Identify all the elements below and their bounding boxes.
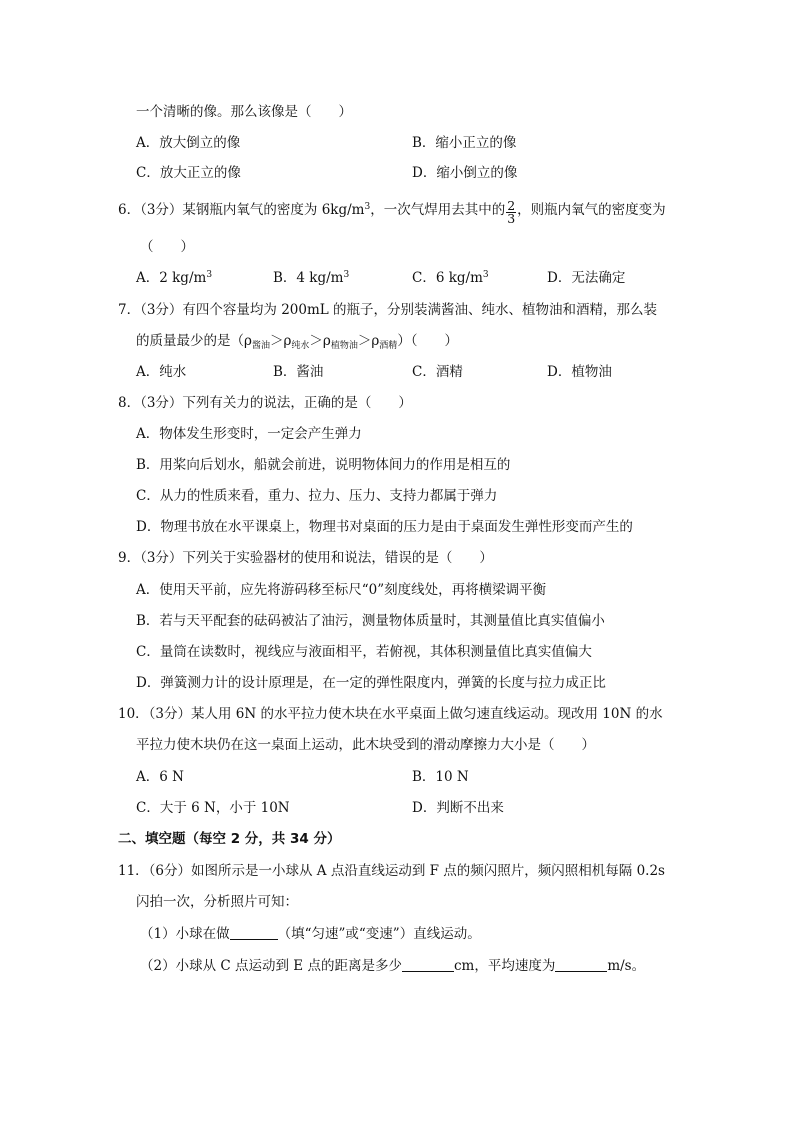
q9-option-a: A．使用天平前，应先将游码移至标尺“0”刻度线处，再将横梁调平衡 (136, 582, 547, 598)
q6-stem-part3: ，则瓶内氧气的密度变为 (517, 202, 666, 218)
q6-answer-paren: （ ） (140, 239, 194, 255)
q6-option-c-text: C．6 kg/m (412, 270, 483, 286)
q7-option-c: C．酒精 (412, 364, 463, 380)
q7-stem-line2 (136, 331, 458, 351)
q7-option-b: B．酱油 (273, 364, 324, 380)
q8-option-c: C．从力的性质来看，重力、拉力、压力、支持力都属于弹力 (136, 488, 498, 504)
q6-fraction-denominator: 3 (507, 211, 516, 226)
q11-part2-middle: cm，平均速度为 (453, 958, 556, 974)
q11-stem-continuation: 闪拍一次，分析照片可知： (136, 894, 298, 910)
q6-option-a (136, 268, 212, 288)
q7-line2-end: ）（ ） (397, 333, 459, 349)
q6-fraction (506, 200, 516, 225)
q11-speed-answer-blank[interactable] (555, 957, 607, 972)
q6-option-b-exponent: 3 (343, 270, 350, 280)
q9-stem: 9．（3分）下列关于实验器材的使用和说法，错误的是（ ） (118, 550, 493, 566)
q11-stem: 11．（6分）如图所示是一小球从 A 点沿直线运动到 F 点的频闪照片，频闪照相机每隔 0.2s (118, 863, 665, 879)
q7-subscript-vegetable-oil: 植物油 (330, 341, 358, 351)
q9-option-b: B．若与天平配套的砝码被沾了油污，测量物体质量时，其测量值比真实值偏小 (136, 613, 605, 629)
q6-stem (118, 200, 666, 225)
q6-stem-part2: ，一次气焊用去其中的 (370, 202, 506, 218)
q9-option-c: C．量筒在读数时，视线应与液面相平，若俯视，其体积测量值比真实值偏大 (136, 644, 592, 660)
q11-part1-start: （1）小球在做 (140, 926, 230, 942)
q7-option-d: D．植物油 (547, 364, 612, 380)
q6-option-a-exponent: 3 (206, 270, 213, 280)
q10-option-c: C．大于 6 N，小于 10N (136, 800, 290, 816)
q7-gt-3: ＞ρ (357, 333, 380, 349)
q5-stem-continuation: 一个清晰的像。那么该像是（ ） (136, 104, 352, 120)
q5-option-a: A．放大倒立的像 (136, 135, 241, 151)
q6-unit-exponent: 3 (364, 202, 371, 212)
q6-option-a-text: A．2 kg/m (136, 270, 207, 286)
q11-part2 (140, 956, 645, 976)
q7-subscript-soy-sauce: 酱油 (251, 341, 270, 351)
q6-option-d: D．无法确定 (547, 270, 626, 286)
q5-option-d: D．缩小倒立的像 (412, 165, 518, 181)
q8-option-d: D．物理书放在水平课桌上，物理书对桌面的压力是由于桌面发生弹性形变而产生的 (136, 519, 633, 535)
q11-part2-start: （2）小球从 C 点运动到 E 点的距离是多少 (140, 958, 402, 974)
q7-line2-start: 的质量最少的是（ρ (136, 333, 252, 349)
q6-option-b-text: B．4 kg/m (273, 270, 344, 286)
q7-subscript-alcohol: 酒精 (379, 341, 398, 351)
q7-gt-1: ＞ρ (269, 333, 292, 349)
q10-option-d: D．判断不出来 (412, 800, 504, 816)
q6-option-c-exponent: 3 (482, 270, 489, 280)
q7-subscript-pure-water: 纯水 (291, 341, 310, 351)
q8-option-b: B．用桨向后划水，船就会前进，说明物体间力的作用是相互的 (136, 457, 511, 473)
q11-part1-answer-blank[interactable] (230, 925, 278, 940)
q6-fraction-numerator: 2 (507, 198, 516, 213)
q6-stem-part1: 6．（3分）某钢瓶内氧气的密度为 6kg/m (118, 202, 365, 218)
q10-option-a: A．6 N (136, 769, 184, 785)
q11-part1-end: （填“匀速”或“变速”）直线运动。 (277, 926, 481, 942)
section-heading-fill-in: 二、填空题（每空 2 分，共 34 分） (118, 831, 341, 847)
q6-option-b (273, 268, 349, 288)
q10-stem-continuation: 平拉力使木块仍在这一桌面上运动，此木块受到的滑动摩擦力大小是（ ） (136, 737, 595, 753)
q11-distance-answer-blank[interactable] (402, 957, 454, 972)
q7-stem: 7．（3分）有四个容量均为 200mL 的瓶子，分别装满酱油、纯水、植物油和酒精，那么装 (118, 302, 658, 318)
q8-stem: 8．（3分）下列有关力的说法，正确的是（ ） (118, 395, 412, 411)
q11-part2-end: m/s。 (607, 958, 646, 974)
q5-option-b: B．缩小正立的像 (412, 135, 517, 151)
q8-option-a: A．物体发生形变时，一定会产生弹力 (136, 426, 362, 442)
q9-option-d: D．弹簧测力计的设计原理是，在一定的弹性限度内，弹簧的长度与拉力成正比 (136, 675, 606, 691)
q7-gt-2: ＞ρ (309, 333, 331, 349)
q11-part1 (140, 924, 481, 944)
q10-stem: 10．（3分）某人用 6N 的水平拉力使木块在水平桌面上做匀速直线运动。现改用 10N 的水 (118, 706, 663, 722)
q5-option-c: C．放大正立的像 (136, 165, 241, 181)
q7-option-a: A．纯水 (136, 364, 187, 380)
q6-option-c (412, 268, 489, 288)
q10-option-b: B．10 N (412, 769, 469, 785)
